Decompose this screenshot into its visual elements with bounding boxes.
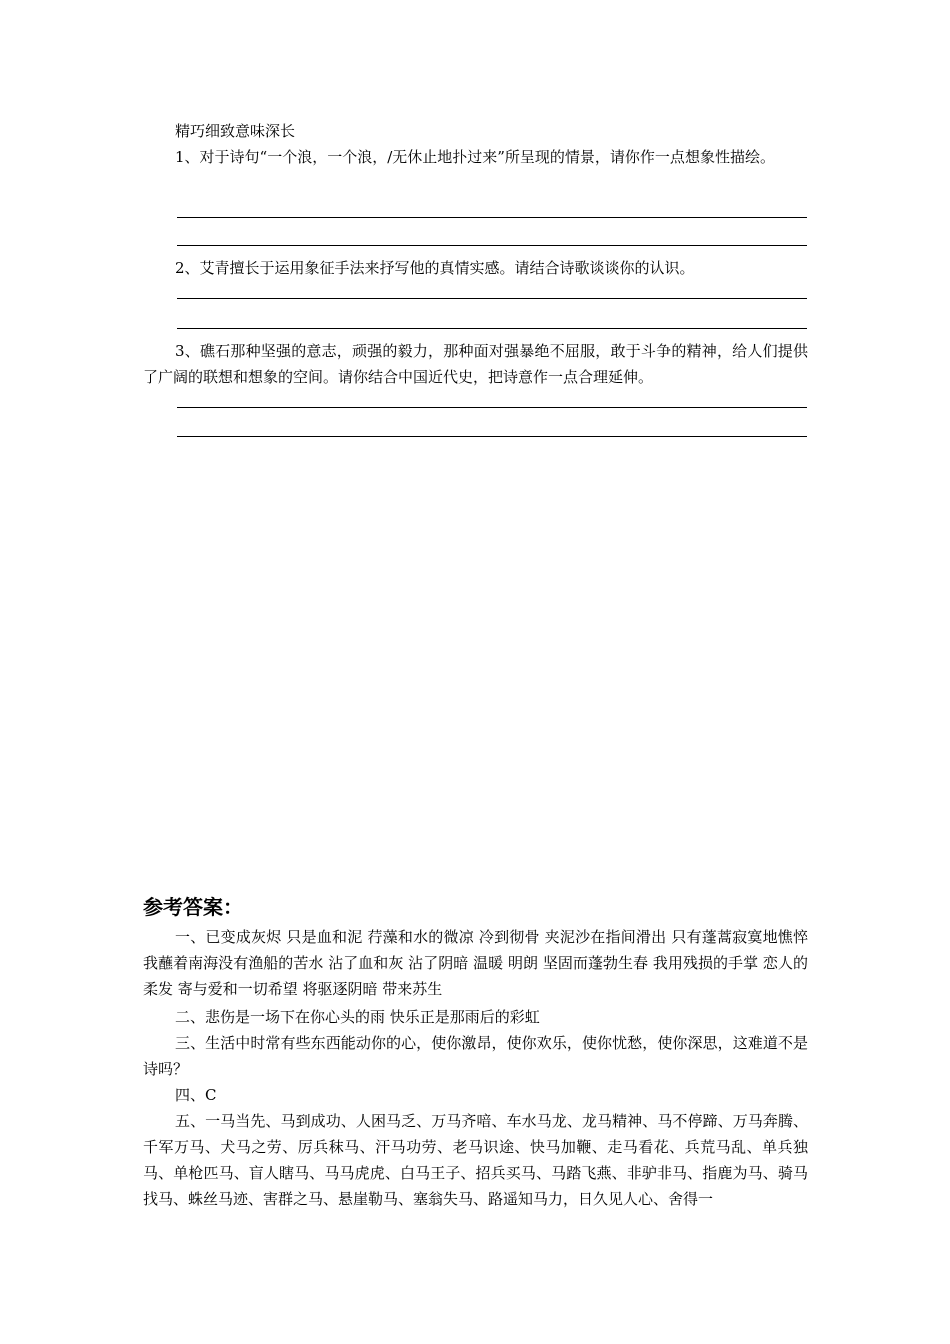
question-1: 1、对于诗句“一个浪，一个浪，/无休止地扑过来”所呈现的情景，请你作一点想象性描绘。 [175,148,775,166]
answer-2: 二、悲伤是一场下在你心头的雨 快乐正是那雨后的彩虹 [175,1008,540,1026]
answer-line [177,245,807,246]
answer-line [177,436,807,437]
answer-1: 一、已变成灰烬 只是血和泥 荇藻和水的微凉 冷到彻骨 夹泥沙在指间滑出 只有蓬蒿寂寞地憔悴 我蘸着南海没有渔船的苦水 沾了血和灰 沾了阴暗 温暖 明朗 坚固而蓬勃生春 我用残损的手掌 恋人的柔发 寄与爱和一切希望 将驱逐阴暗 带来苏生 [143,928,808,998]
answer-line [177,328,807,329]
answer-line [177,217,807,218]
answer-line [177,407,807,408]
question-2: 2、艾青擅长于运用象征手法来抒写他的真情实感。请结合诗歌谈谈你的认识。 [175,259,695,277]
answer-4: 四、C [175,1086,217,1104]
answer-line [177,298,807,299]
answer-5: 五、一马当先、马到成功、人困马乏、万马齐喑、车水马龙、龙马精神、马不停蹄、万马奔腾、千军万马、犬马之劳、厉兵秣马、汗马功劳、老马识途、快马加鞭、走马看花、兵荒马乱、单兵独马、单枪匹马、盲人瞎马、马马虎虎、白马王子、招兵买马、马踏飞燕、非驴非马、指鹿为马、骑马找马、蛛丝马迹、害群之马、悬崖勒马、塞翁失马、路遥知马力，日久见人心、舍得一 [143,1112,808,1208]
section-title: 精巧细致意味深长 [175,122,296,140]
question-3: 3、礁石那种坚强的意志，顽强的毅力，那种面对强暴绝不屈服，敢于斗争的精神，给人们提供了广阔的联想和想象的空间。请你结合中国近代史，把诗意作一点合理延伸。 [143,342,808,386]
answer-3: 三、生活中时常有些东西能动你的心，使你激昂，使你欢乐，使你忧愁，使你深思，这难道不是诗吗？ [143,1034,808,1078]
answers-heading: 参考答案： [143,895,243,919]
